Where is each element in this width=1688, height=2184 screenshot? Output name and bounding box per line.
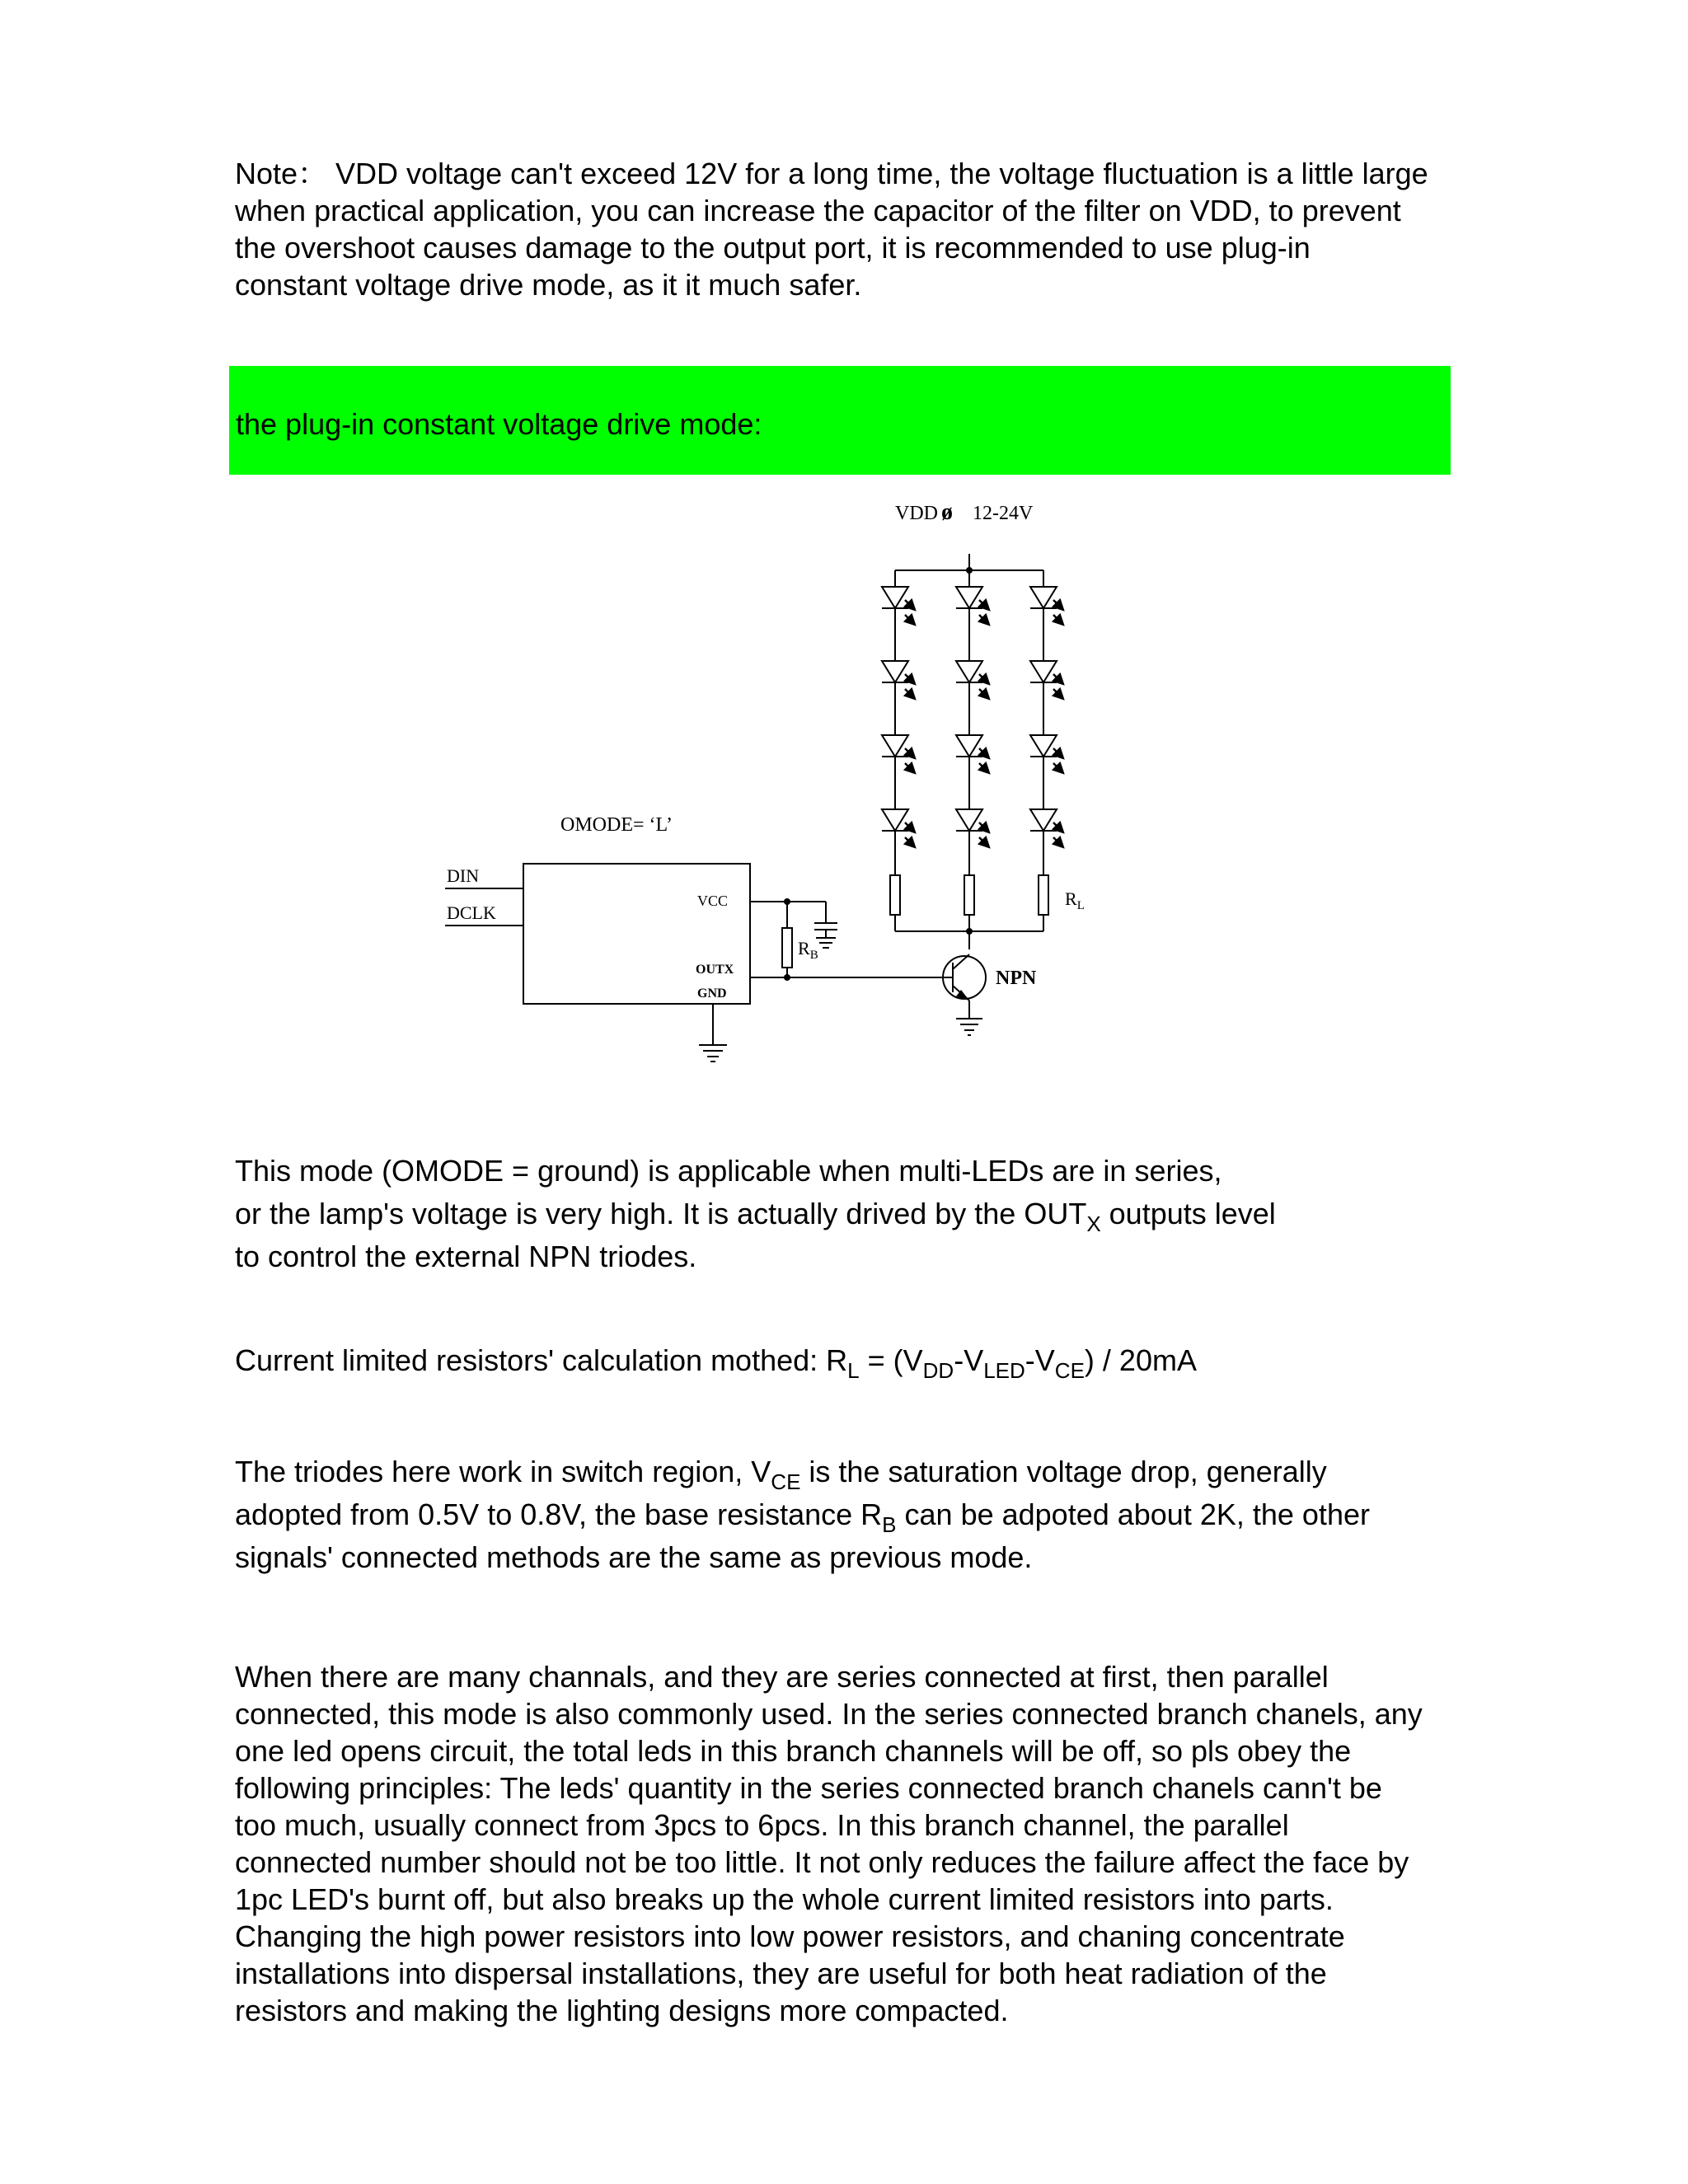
npn-label: NPN — [996, 968, 1037, 989]
text-line: adopted from 0.5V to 0.8V, the base resistance $R_B$ can be adpoted about 2K, the other — [235, 1497, 1370, 1537]
led-diode-icon — [882, 661, 915, 699]
led-diode-icon — [956, 735, 989, 773]
text-line: connected, this mode is also commonly used. In the series connected branch chanels, any — [235, 1697, 1423, 1731]
note-line: the overshoot causes damage to the output port, it is recommended to use plug-in — [235, 231, 1311, 265]
mode-description — [235, 1150, 1471, 1278]
text-line: following principles: The leds' quantity in the series connected branch chanels cann't be — [235, 1771, 1382, 1805]
omode-label: OMODE= ‘L’ — [560, 814, 673, 836]
text-line: This mode (OMODE = ground) is applicable when multi-LEDs are in series, — [235, 1154, 1222, 1188]
resistor-rb — [782, 928, 792, 968]
led-diode-icon — [1030, 661, 1063, 699]
text-line: to control the external NPN triodes. — [235, 1240, 697, 1273]
text-line: or the lamp's voltage is very high. It is actually drived by the $OUT_X$ outputs level — [235, 1197, 1276, 1236]
led-diode-icon — [956, 809, 989, 847]
note-paragraph — [235, 155, 1471, 303]
led-grid — [882, 587, 1063, 847]
led-diode-icon — [882, 735, 915, 773]
rb-label: $R_B$ — [798, 938, 818, 962]
note-line: Note： VDD voltage can't exceed 12V for a long time, the voltage fluctuation is a little large — [235, 157, 1428, 190]
led-diode-icon — [882, 809, 915, 847]
text-line: When there are many channals, and they are series connected at first, then parallel — [235, 1660, 1329, 1694]
led-diode-icon — [1030, 735, 1063, 773]
circuit-diagram — [429, 494, 1104, 1088]
vcc-pin-label: VCC — [697, 893, 729, 909]
text-line: 1pc LED's burnt off, but also breaks up the whole current limited resistors into parts. — [235, 1882, 1334, 1916]
text-line: resistors and making the lighting designs more compacted. — [235, 1994, 1009, 2027]
resistor-rl-3 — [1039, 875, 1048, 915]
text-line: Changing the high power resistors into low power resistors, and chaning concentrate — [235, 1919, 1345, 1953]
text-line: one led opens circuit, the total leds in this branch channels will be off, so pls obey the — [235, 1734, 1352, 1768]
npn-transistor — [943, 954, 986, 1001]
supply-range-label: 12-24V — [973, 503, 1034, 524]
gnd-pin-label: GND — [697, 987, 727, 1001]
outx-pin-label: OUTX — [696, 963, 734, 977]
resistor-rl-2 — [964, 875, 974, 915]
triode-description — [235, 1451, 1471, 1579]
text-line: too much, usually connect from 3pcs to 6pcs. In this branch channel, the parallel — [235, 1808, 1289, 1842]
led-diode-icon — [1030, 809, 1063, 847]
formula-line: Current limited resistors' calculation mothed: $R_L = (V_{DD}-V_{LED}-V_{CE}) / 20mA$ — [235, 1343, 1197, 1383]
led-diode-icon — [956, 661, 989, 699]
text-line: installations into dispersal installations, they are useful for both heat radiation of the — [235, 1957, 1327, 1990]
led-diode-icon — [1030, 587, 1063, 625]
text-line: connected number should not be too little. It not only reduces the failure affect the face by — [235, 1845, 1409, 1879]
channels-paragraph — [235, 1658, 1471, 2029]
section-heading: the plug-in constant voltage drive mode: — [236, 407, 762, 441]
text-line: The triodes here work in switch region, $V_{CE}$ is the saturation voltage drop, generally — [235, 1455, 1327, 1494]
dclk-label: DCLK — [447, 902, 496, 923]
supply-symbol: ø — [941, 499, 953, 525]
text-line: signals' connected methods are the same as previous mode. — [235, 1540, 1033, 1574]
din-label: DIN — [447, 865, 480, 886]
led-diode-icon — [956, 587, 989, 625]
driver-ic — [523, 864, 750, 1004]
note-line: constant voltage drive mode, as it it much safer. — [235, 268, 862, 302]
vdd-label: VDD — [895, 503, 938, 524]
resistor-rl-1 — [890, 875, 900, 915]
led-diode-icon — [882, 587, 915, 625]
note-line: when practical application, you can increase the capacitor of the filter on VDD, to prevent — [235, 194, 1401, 227]
rl-label: $R_L$ — [1065, 888, 1085, 912]
section-banner — [229, 366, 1451, 475]
